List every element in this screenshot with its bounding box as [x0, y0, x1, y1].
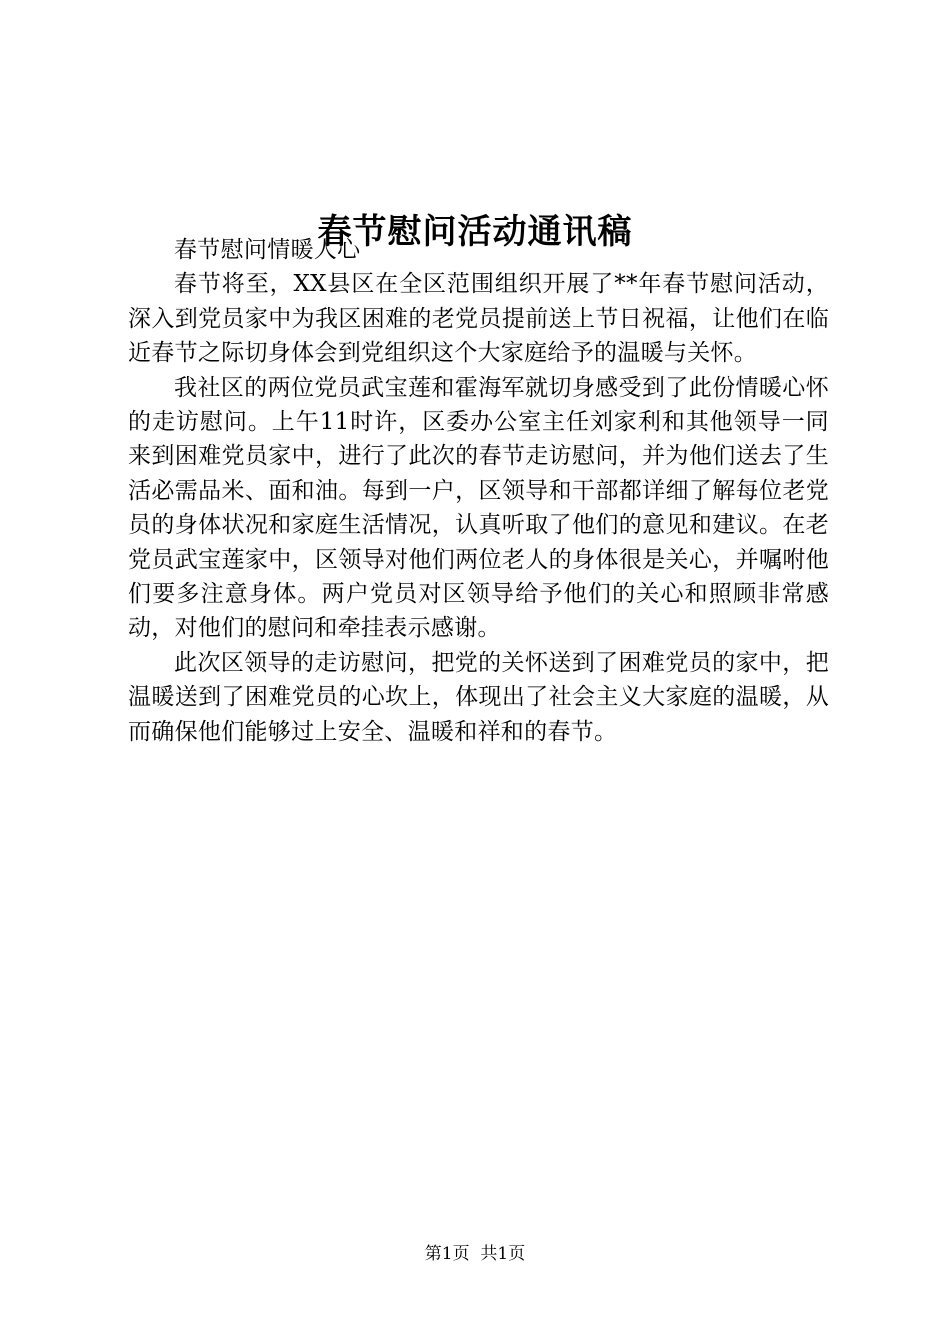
page-footer: 第1页 共1页 [424, 1244, 526, 1264]
document-title: 春节慰问活动通讯稿 [317, 211, 633, 252]
paragraph-subtitle: 春节慰问情暖人心 [174, 237, 361, 263]
document-body [128, 233, 829, 749]
paragraph: 我社区的两位党员武宝莲和霍海军就切身感受到了此份情暖心怀的走访慰问。上午11时许，区委办公室主任刘家利和其他领导一同来到困难党员家中，进行了此次的春节走访慰问，并为他们送去了生活必需品米、面和油。每到一户，区领导和干部都详细了解每位老党员的身体状况和家庭生活情况，认真听取了他们的意见和建议。在老党员武宝莲家中，区领导对他们两位老人的身体很是关心，并嘱咐他们要多注意身体。两户党员对区领导给予他们的关心和照顾非常感动，对他们的慰问和牵挂表示感谢。 [128, 374, 829, 642]
paragraph: 此次区领导的走访慰问，把党的关怀送到了困难党员的家中，把温暖送到了困难党员的心坎上，体现出了社会主义大家庭的温暖，从而确保他们能够过上安全、温暖和祥和的春节。 [128, 649, 829, 745]
paragraph: 春节将至，XX县区在全区范围组织开展了**年春节慰问活动，深入到党员家中为我区困难的老党员提前送上节日祝福，让他们在临近春节之际切身体会到党组织这个大家庭给予的温暖与关怀。 [128, 271, 829, 367]
